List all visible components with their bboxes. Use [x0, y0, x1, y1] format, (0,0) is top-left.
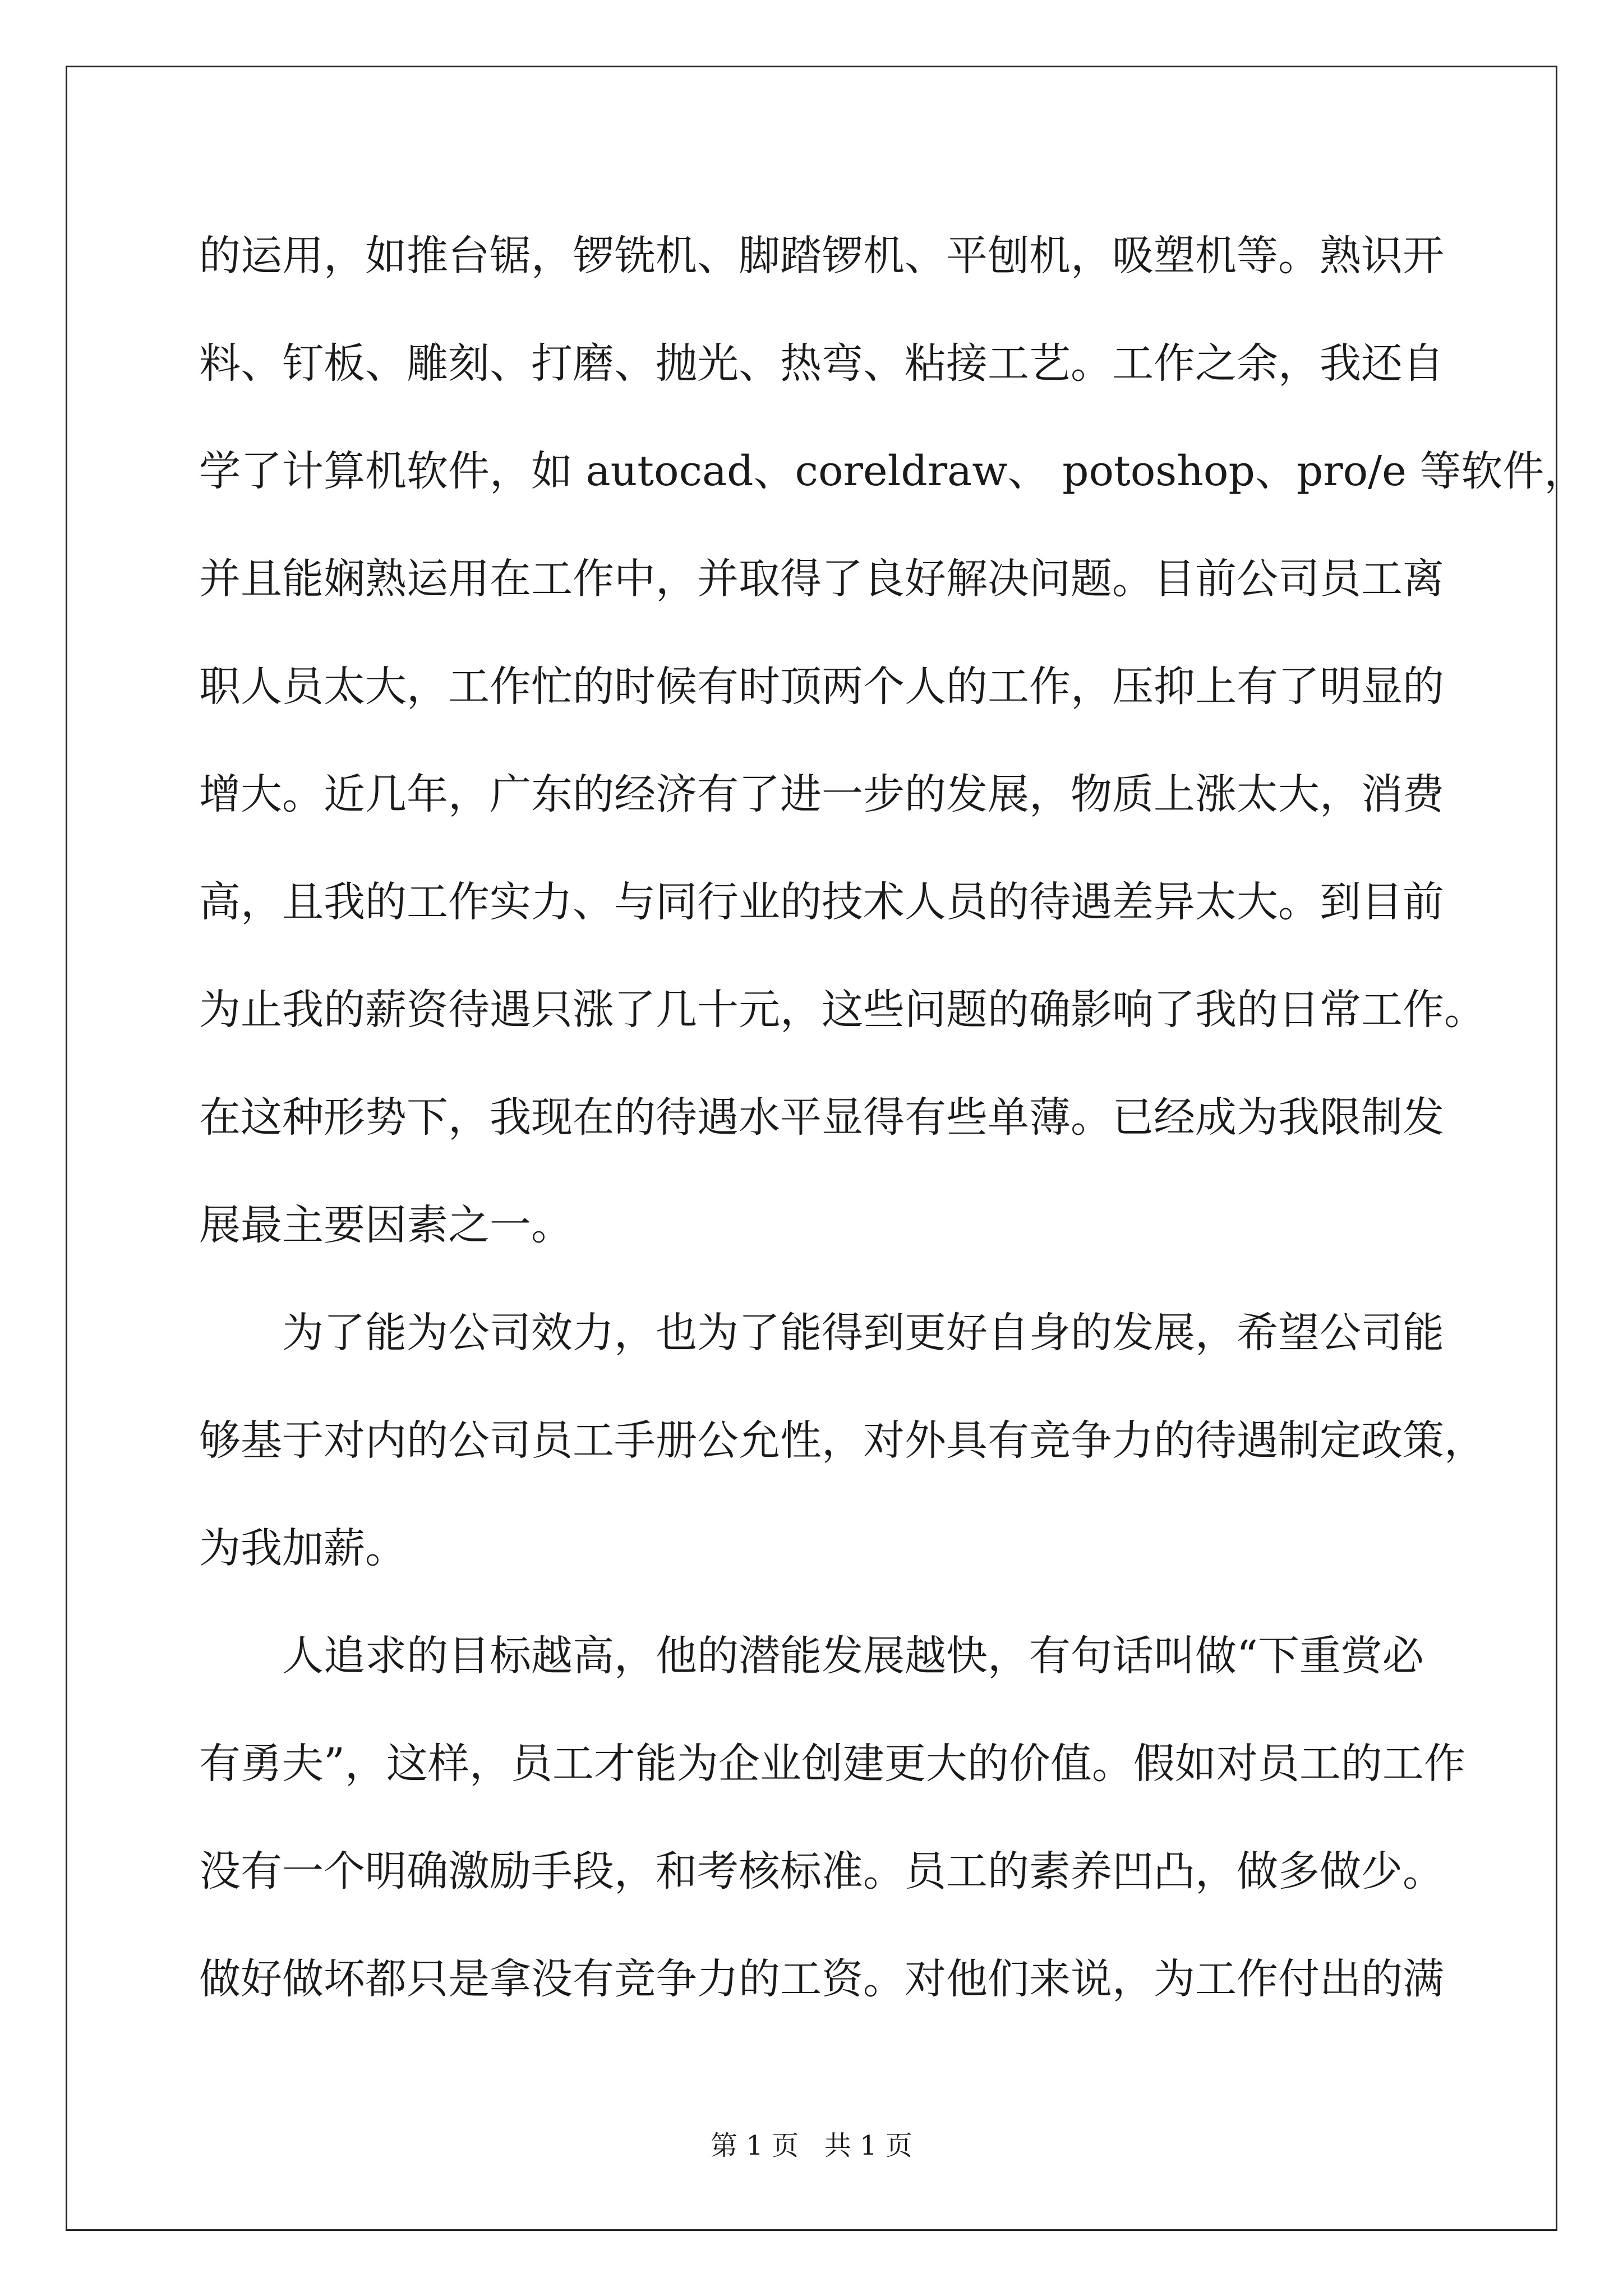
text-line: 高，且我的工作实力、与同行业的技术人员的待遇差异太大。到目前 [199, 878, 1444, 926]
document-body [199, 202, 1586, 2033]
page-footer: 第 1 页 共 1 页 [711, 2130, 912, 2161]
paragraph-start-line: 人追求的目标越高，他的潜能发展越快，有句话叫做“下重赏必 [282, 1632, 1424, 1680]
text-line: 做好做坏都只是拿没有竞争力的工资。对他们来说，为工作付出的满 [199, 1955, 1444, 2003]
text-line: 料、钉板、雕刻、打磨、抛光、热弯、粘接工艺。工作之余，我还自 [199, 339, 1444, 388]
paragraph-start-line: 为了能为公司效力，也为了能得到更好自身的发展，希望公司能 [282, 1309, 1444, 1357]
text-line: 为我加薪。 [199, 1524, 407, 1572]
text-line: 学了计算机软件，如 autocad、coreldraw、 potoshop、pro/e 等软件， [199, 447, 1586, 495]
text-line: 够基于对内的公司员工手册公允性，对外具有竞争力的待遇制定政策， [199, 1416, 1486, 1465]
text-line: 的运用，如推台锯，锣铣机、脚踏锣机、平刨机，吸塑机等。熟识开 [199, 232, 1444, 280]
text-line: 在这种形势下，我现在的待遇水平显得有些单薄。已经成为我限制发 [199, 1093, 1444, 1142]
text-line: 为止我的薪资待遇只涨了几十元，这些问题的确影响了我的日常工作。 [199, 986, 1486, 1034]
text-line: 职人员太大，工作忙的时候有时顶两个人的工作，压抑上有了明显的 [199, 662, 1444, 711]
text-line: 有勇夫”，这样，员工才能为企业创建更大的价值。假如对员工的工作 [199, 1740, 1465, 1788]
text-line: 并且能娴熟运用在工作中，并取得了良好解决问题。目前公司员工离 [199, 555, 1444, 603]
text-line: 增大。近几年，广东的经济有了进一步的发展，物质上涨太大，消费 [199, 770, 1444, 818]
text-line: 没有一个明确激励手段，和考核标准。员工的素养凹凸，做多做少。 [199, 1847, 1444, 1895]
text-line: 展最主要因素之一。 [199, 1201, 573, 1249]
